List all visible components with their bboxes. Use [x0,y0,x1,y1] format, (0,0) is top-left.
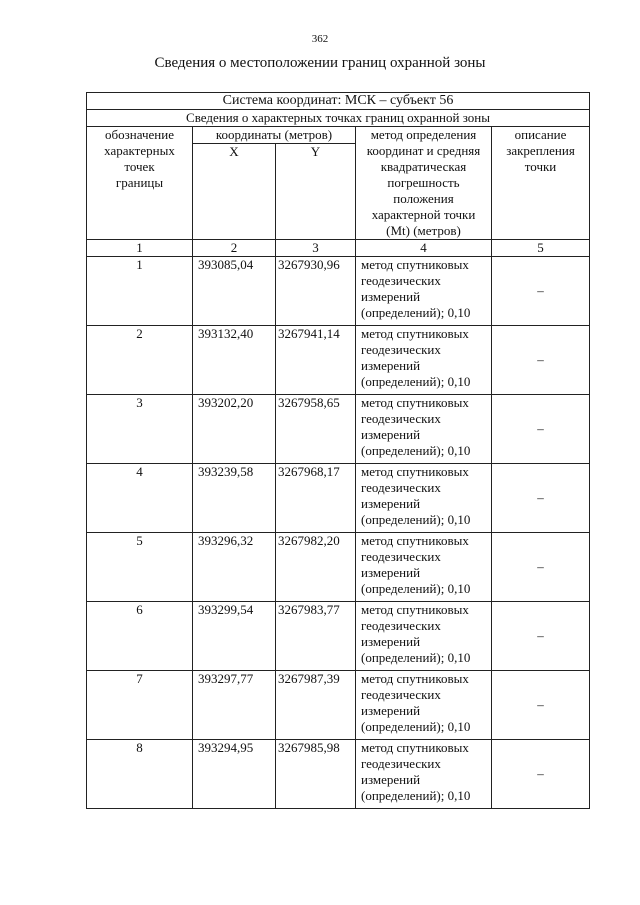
column-number: 3 [276,240,356,257]
method-line: метод спутниковых [361,326,469,341]
document-title: Сведения о местоположении границ охранной зоны [154,55,486,71]
header-method [356,127,492,240]
coordinate-y-cell: 3267958,65 [276,395,356,464]
method-line: (определений); 0,10 [361,650,471,665]
method-cell [356,740,492,809]
header-line: описание [514,127,567,142]
method-line: (определений); 0,10 [361,512,471,527]
coordinate-x-cell: 393296,32 [193,533,276,602]
header-line: обозначение [105,127,174,142]
header-line: точки [524,159,557,174]
header-line: положения [393,191,454,206]
table-row [87,740,590,809]
method-line: измерений [361,703,421,718]
description-cell: – [492,533,590,602]
method-cell [356,533,492,602]
boundary-points-table [86,92,590,809]
table-row [87,671,590,740]
method-line: метод спутниковых [361,740,469,755]
point-number-cell: 1 [87,257,193,326]
method-line: (определений); 0,10 [361,374,471,389]
header-x: X [193,144,276,240]
header-line: (Mt) (метров) [386,223,461,238]
method-line: метод спутниковых [361,533,469,548]
description-cell: – [492,602,590,671]
method-cell [356,257,492,326]
method-line: метод спутниковых [361,395,469,410]
coordinate-x-cell: 393202,20 [193,395,276,464]
method-line: геодезических [361,549,441,564]
header-line: координат и средняя [366,143,481,158]
method-line: геодезических [361,273,441,288]
method-cell [356,671,492,740]
column-number: 1 [87,240,193,257]
point-number-cell: 6 [87,602,193,671]
method-line: измерений [361,496,421,511]
table-row [87,395,590,464]
coordinate-y-cell: 3267968,17 [276,464,356,533]
page-number: 362 [311,33,329,45]
coordinate-y-cell: 3267987,39 [276,671,356,740]
method-line: (определений); 0,10 [361,788,471,803]
header-line: метод определения [370,127,477,142]
coordinate-y-cell: 3267941,14 [276,326,356,395]
method-line: измерений [361,634,421,649]
table-row [87,326,590,395]
description-cell: – [492,326,590,395]
method-line: метод спутниковых [361,602,469,617]
table-row [87,464,590,533]
method-line: метод спутниковых [361,671,469,686]
coordinate-y-cell: 3267930,96 [276,257,356,326]
header-y: Y [276,144,356,240]
table-row [87,533,590,602]
method-line: геодезических [361,411,441,426]
point-number-cell: 8 [87,740,193,809]
method-line: измерений [361,772,421,787]
description-cell: – [492,671,590,740]
header-line: границы [115,175,164,190]
coordinate-x-cell: 393239,58 [193,464,276,533]
method-cell [356,326,492,395]
coordinate-x-cell: 393294,95 [193,740,276,809]
point-number-cell: 5 [87,533,193,602]
method-line: измерений [361,427,421,442]
point-number-cell: 3 [87,395,193,464]
method-line: геодезических [361,687,441,702]
coordinate-x-cell: 393299,54 [193,602,276,671]
header-line: погрешность [387,175,460,190]
header-line: квадратическая [380,159,467,174]
point-number-cell: 7 [87,671,193,740]
method-line: геодезических [361,342,441,357]
table-row [87,257,590,326]
header-line: точек [124,159,155,174]
header-line: характерных [104,143,175,158]
method-line: геодезических [361,480,441,495]
point-number-cell: 4 [87,464,193,533]
method-line: метод спутниковых [361,464,469,479]
coordinate-y-cell: 3267985,98 [276,740,356,809]
method-line: (определений); 0,10 [361,719,471,734]
method-line: измерений [361,358,421,373]
method-line: геодезических [361,756,441,771]
points-subtitle-header: Сведения о характерных точках границ охранной зоны [87,110,590,127]
coordinate-y-cell: 3267983,77 [276,602,356,671]
coordinate-y-cell: 3267982,20 [276,533,356,602]
description-cell: – [492,740,590,809]
method-line: метод спутниковых [361,257,469,272]
method-cell [356,602,492,671]
coordinate-system-header: Система координат: МСК – субъект 56 [87,93,590,110]
header-line: закрепления [506,143,575,158]
coordinate-x-cell: 393297,77 [193,671,276,740]
coordinate-x-cell: 393085,04 [193,257,276,326]
method-line: (определений); 0,10 [361,443,471,458]
point-number-cell: 2 [87,326,193,395]
column-number: 4 [356,240,492,257]
method-cell [356,395,492,464]
column-number: 5 [492,240,590,257]
method-line: измерений [361,289,421,304]
column-number: 2 [193,240,276,257]
method-line: (определений); 0,10 [361,581,471,596]
coordinate-x-cell: 393132,40 [193,326,276,395]
table-row [87,602,590,671]
header-point-designation [87,127,193,240]
method-line: геодезических [361,618,441,633]
description-cell: – [492,464,590,533]
header-description [492,127,590,240]
method-line: измерений [361,565,421,580]
method-line: (определений); 0,10 [361,305,471,320]
header-coordinates: координаты (метров) [193,127,356,144]
method-cell [356,464,492,533]
description-cell: – [492,257,590,326]
description-cell: – [492,395,590,464]
header-line: характерной точки [371,207,476,222]
